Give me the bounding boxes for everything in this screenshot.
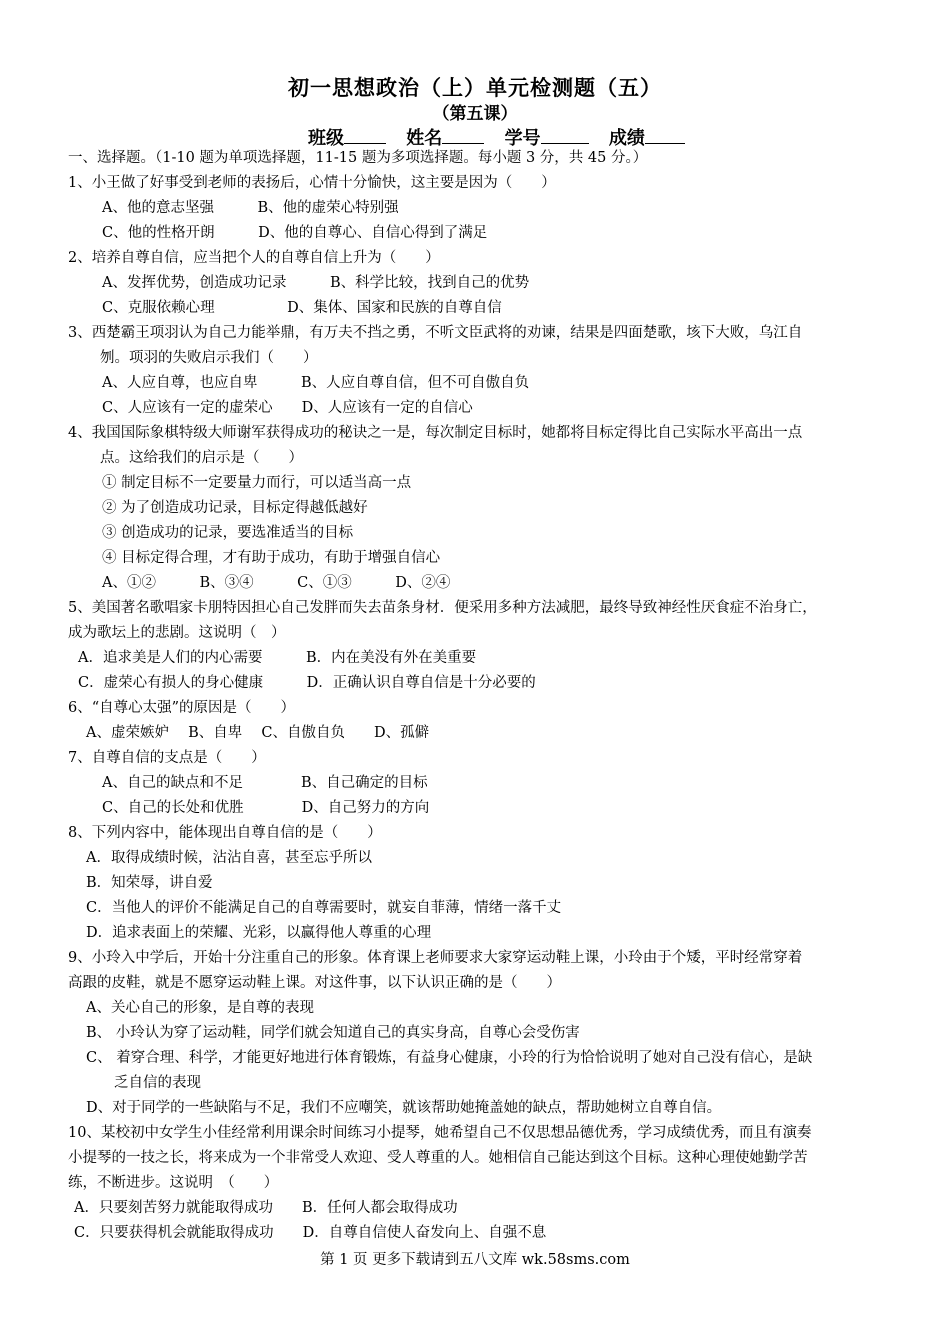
question-4: 4、我国国际象棋特级大师谢军获得成功的秘诀之一是，每次制定目标时，她都将目标定得比自己实际水平高出一点: [68, 425, 803, 441]
question-5-options-cd: C．虚荣心有损人的身心健康 D．正确认识自尊自信是十分必要的: [78, 675, 536, 691]
question-9-option-c-cont: 乏自信的表现: [114, 1075, 201, 1091]
question-9-option-d: D、对于同学的一些缺陷与不足，我们不应嘲笑，就该帮助她掩盖她的缺点，帮助她树立自尊自信。: [86, 1100, 722, 1116]
number-label: 学号: [504, 128, 541, 149]
question-8-option-c: C．当他人的评价不能满足自己的自尊需要时，就妄自菲薄，情绪一落千丈: [86, 900, 562, 916]
score-blank: [645, 125, 685, 144]
name-label: 姓名: [406, 128, 443, 149]
question-10-cont-2: 练，不断进步。这说明 （ ）: [68, 1175, 279, 1191]
question-10: 10、某校初中女学生小佳经常利用课余时间练习小提琴，她希望自己不仅思想品德优秀，学习成绩优秀，而且有演奏: [68, 1125, 812, 1141]
question-3-cont: 刎。项羽的失败启示我们（ ）: [100, 350, 318, 366]
question-9-option-c: C、 着穿合理、科学，才能更好地进行体育锻炼，有益身心健康，小玲的行为恰恰说明了她对自己没有信心，是缺: [86, 1050, 813, 1066]
question-9: 9、小玲入中学后，开始十分注重自己的形象。体育课上老师要求大家穿运动鞋上课，小玲由于个矮，平时经常穿着: [68, 950, 803, 966]
class-blank: [344, 125, 386, 144]
section-heading: 一、选择题。（1-10 题为单项选择题，11-15 题为多项选择题。每小题 3 分，共 45 分。）: [68, 150, 648, 166]
question-1-options-cd: C、他的性格开朗 D、他的自尊心、自信心得到了满足: [102, 225, 488, 241]
question-2-options-ab: A、发挥优势，创造成功记录 B、科学比较，找到自己的优势: [102, 275, 530, 291]
question-1: 1、小王做了好事受到老师的表扬后，心情十分愉快，这主要是因为（ ）: [68, 175, 556, 191]
question-7-options-ab: A、自己的缺点和不足 B、自己确定的目标: [102, 775, 428, 791]
question-10-options-ab: A．只要刻苦努力就能取得成功 B．任何人都会取得成功: [74, 1200, 458, 1216]
question-2: 2、培养自尊自信，应当把个人的自尊自信上升为（ ）: [68, 250, 440, 266]
question-3: 3、西楚霸王项羽认为自己力能举鼎，有万夫不挡之勇，不听文臣武将的劝谏，结果是四面楚歌，垓下大败，乌江自: [68, 325, 803, 341]
question-7-options-cd: C、自己的长处和优胜 D、自己努力的方向: [102, 800, 430, 816]
score-label: 成绩: [608, 128, 645, 149]
question-6: 6、“自尊心太强”的原因是（ ）: [68, 700, 296, 716]
page-footer: 第 1 页 更多下载请到五八文库 wk.58sms.com: [320, 1252, 630, 1268]
question-9-option-a: A、关心自己的形象，是自尊的表现: [86, 1000, 314, 1016]
question-10-options-cd: C．只要获得机会就能取得成功 D．自尊自信使人奋发向上、自强不息: [74, 1225, 547, 1241]
question-4-statement-2: ② 为了创造成功记录，目标定得越低越好: [102, 500, 368, 516]
question-3-options-ab: A、人应自尊，也应自卑 B、人应自尊自信，但不可自傲自负: [102, 375, 530, 391]
class-label: 班级: [308, 128, 344, 149]
question-10-cont-1: 小提琴的一技之长，将来成为一个非常受人欢迎、受人尊重的人。她相信自己能达到这个目标。这种心理使她勤学苦: [68, 1150, 808, 1166]
question-5-cont: 成为歌坛上的悲剧。这说明（ ）: [68, 625, 286, 641]
exam-subtitle: （第五课）: [432, 104, 518, 124]
student-info-row: [308, 124, 699, 150]
question-9-cont: 高跟的皮鞋，就是不愿穿运动鞋上课。对这件事，以下认识正确的是（ ）: [68, 975, 561, 991]
name-blank: [442, 125, 484, 144]
question-5: 5、美国著名歌唱家卡朋特因担心自己发胖而失去苗条身材．便采用多种方法减肥，最终导致神经性厌食症不治身亡，: [68, 600, 817, 616]
question-4-statement-4: ④ 目标定得合理，才有助于成功，有助于增强自信心: [102, 550, 441, 566]
question-5-options-ab: A．追求美是人们的内心需要 B．内在美没有外在美重要: [78, 650, 477, 666]
question-3-options-cd: C、人应该有一定的虚荣心 D、人应该有一定的自信心: [102, 400, 473, 416]
question-6-options: A、虚荣嫉妒 B、自卑 C、自傲自负 D、孤僻: [86, 725, 430, 741]
number-blank: [541, 125, 589, 144]
question-2-options-cd: C、克服依赖心理 D、集体、国家和民族的自尊自信: [102, 300, 502, 316]
question-7: 7、自尊自信的支点是（ ）: [68, 750, 266, 766]
question-4-cont: 点。这给我们的启示是（ ）: [100, 450, 303, 466]
question-4-options: A、①② B、③④ C、①③ D、②④: [102, 575, 451, 591]
question-8-option-d: D．追求表面上的荣耀、光彩，以赢得他人尊重的心理: [86, 925, 432, 941]
question-4-statement-3: ③ 创造成功的记录，要选准适当的目标: [102, 525, 354, 541]
question-8: 8、下列内容中，能体现出自尊自信的是（ ）: [68, 825, 382, 841]
question-4-statement-1: ① 制定目标不一定要量力而行，可以适当高一点: [102, 475, 412, 491]
exam-title: 初一思想政治（上）单元检测题（五）: [288, 75, 662, 100]
question-9-option-b: B、 小玲认为穿了运动鞋，同学们就会知道自己的真实身高，自尊心会受伤害: [86, 1025, 580, 1041]
question-8-option-a: A．取得成绩时候，沾沾自喜，甚至忘乎所以: [86, 850, 372, 866]
question-8-option-b: B．知荣辱，讲自爱: [86, 875, 213, 891]
question-1-options-ab: A、他的意志坚强 B、他的虚荣心特别强: [102, 200, 399, 216]
